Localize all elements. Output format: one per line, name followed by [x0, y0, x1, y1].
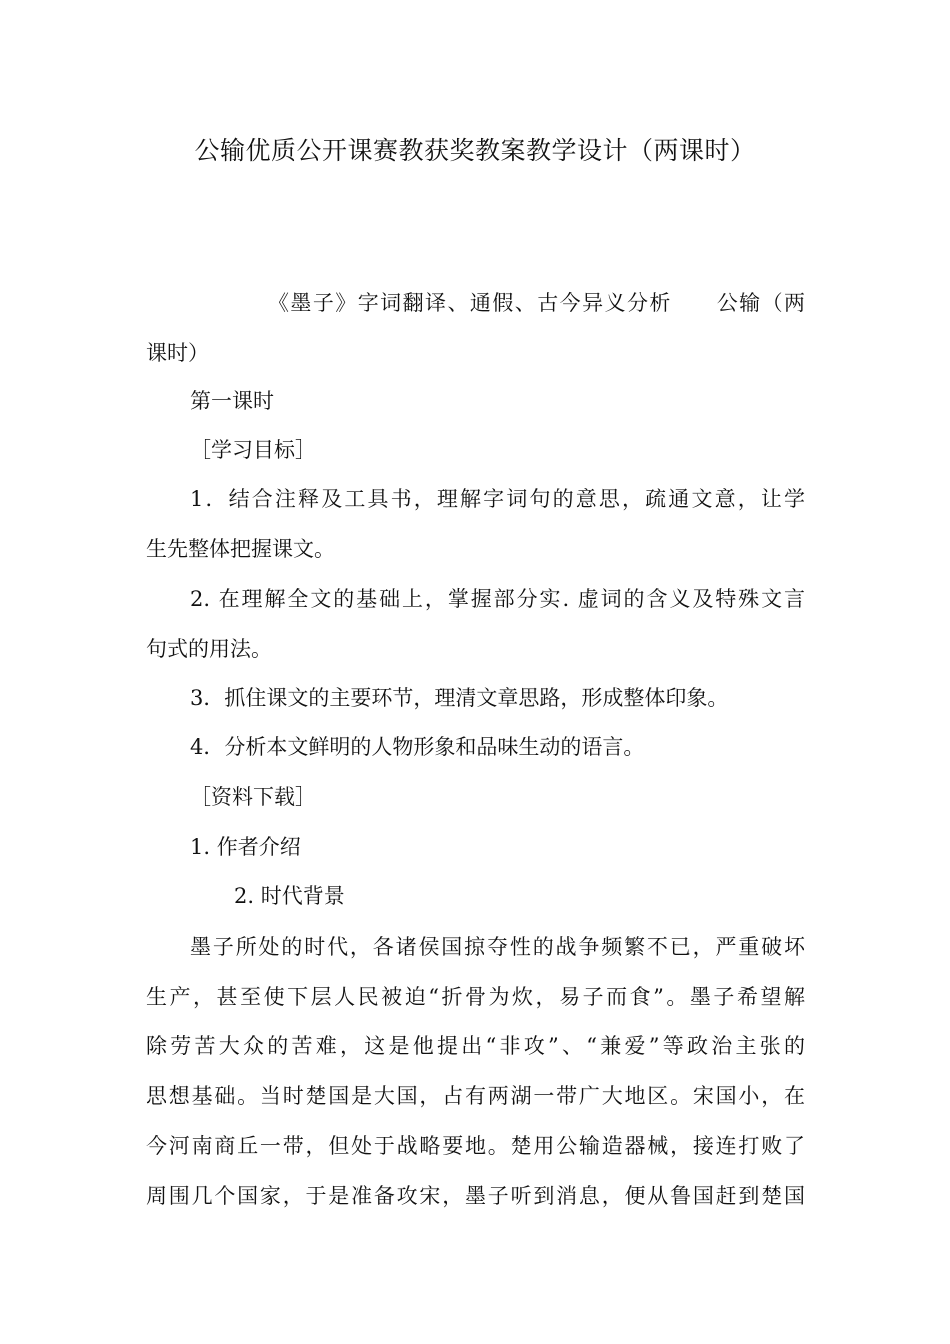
objective-item-2-continued: 句式的用法。 — [146, 637, 272, 661]
paragraph-line: 除劳苦大众的苦难，这是他提出“非攻”、“兼爱”等政治主张的 — [146, 1034, 805, 1058]
objective-item-1: 1．结合注释及工具书，理解字词句的意思，疏通文意，让学 — [190, 487, 805, 511]
paragraph-line: 今河南商丘一带，但处于战略要地。楚用公输造器械，接连打败了 — [146, 1134, 805, 1158]
paragraph-line: 墨子所处的时代，各诸侯国掠夺性的战争频繁不已，严重破坏 — [190, 935, 805, 959]
objective-item-2: 2. 在理解全文的基础上，掌握部分实. 虚词的含义及特殊文言 — [190, 587, 805, 611]
objective-item-1-continued: 生先整体把握课文。 — [146, 537, 335, 561]
document-title: 公输优质公开课赛教获奖教案教学设计（两课时） — [194, 136, 756, 165]
resource-item-1: 1. 作者介绍 — [190, 835, 301, 859]
objective-item-4: 4．分析本文鲜明的人物形象和品味生动的语言。 — [190, 735, 645, 759]
subtitle-line-continued: 课时） — [146, 341, 209, 365]
subtitle-line: 《墨子》字词翻译、通假、古今异义分析 公输（两 — [268, 291, 805, 315]
section-heading-objectives: ［学习目标］ — [190, 438, 316, 462]
section-heading-resources: ［资料下载］ — [190, 785, 316, 809]
paragraph-line: 周围几个国家，于是准备攻宋，墨子听到消息，便从鲁国赶到楚国 — [146, 1184, 805, 1208]
resource-item-2: 2. 时代背景 — [234, 884, 345, 908]
objective-item-3: 3．抓住课文的主要环节，理清文章思路，形成整体印象。 — [190, 686, 729, 710]
paragraph-line: 生产，甚至使下层人民被迫“折骨为炊，易子而食”。墨子希望解 — [146, 985, 805, 1009]
paragraph-line: 思想基础。当时楚国是大国，占有两湖一带广大地区。宋国小，在 — [146, 1084, 805, 1108]
lesson-heading: 第一课时 — [190, 389, 274, 413]
